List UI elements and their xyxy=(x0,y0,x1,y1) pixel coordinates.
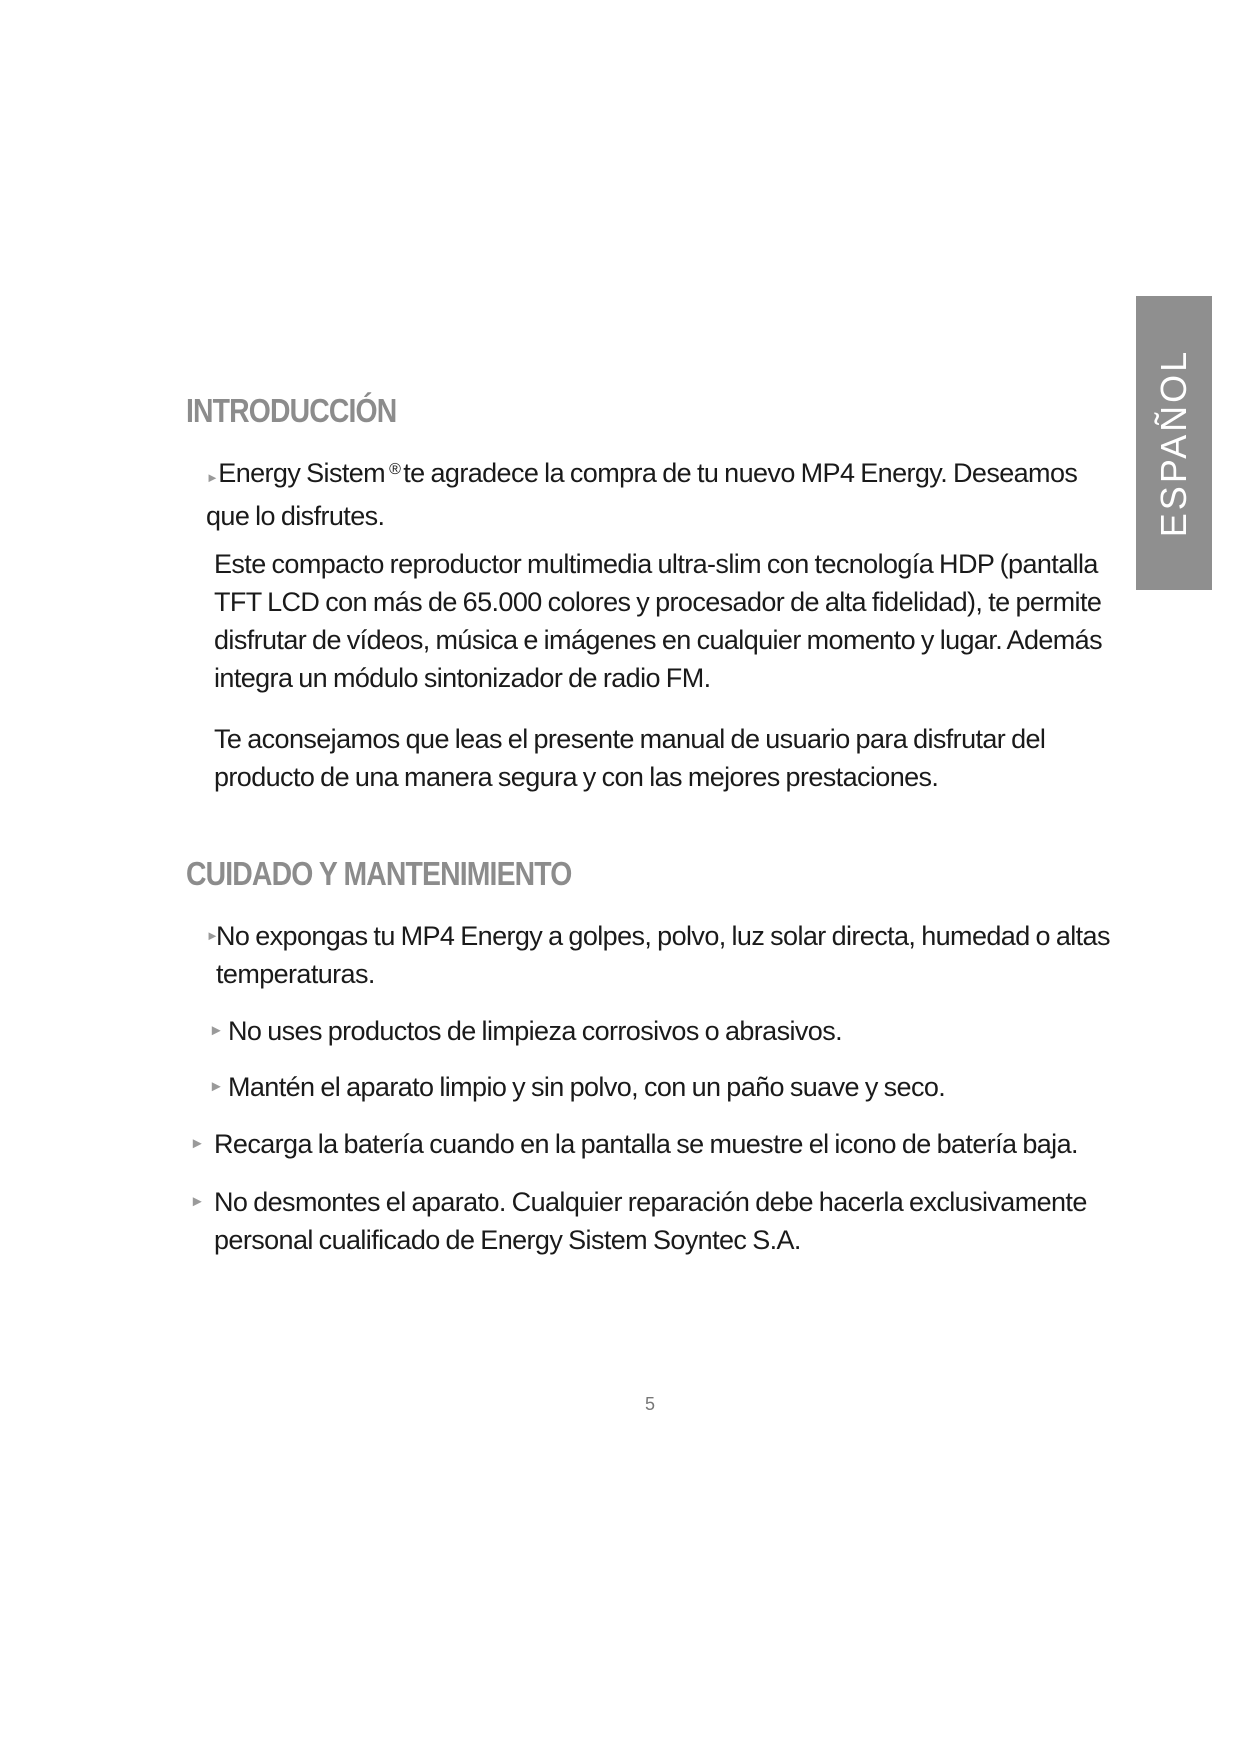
bullet-arrow-icon: ► xyxy=(208,1078,224,1095)
bullet-arrow-icon: ► xyxy=(189,1135,205,1152)
care-bullet: ► Mantén el aparato limpio y sin polvo, con un paño suave y seco. xyxy=(204,1068,1124,1106)
care-bullet: ► No expongas tu MP4 Energy a golpes, polvo, luz solar directa, humedad o altas temperaturas. xyxy=(206,917,1126,993)
bullet-arrow-icon: ► xyxy=(208,1022,224,1039)
bullet-arrow-icon: ► xyxy=(206,470,219,485)
care-bullet: ► No uses productos de limpieza corrosivos o abrasivos. xyxy=(204,1012,1124,1050)
registered-mark: ® xyxy=(389,461,401,478)
intro-paragraph-1: ►Energy Sistem ® te agradece la compra de tu nuevo MP4 Energy. Deseamos que lo disfrutes. xyxy=(206,458,1078,531)
language-tab xyxy=(1136,296,1212,590)
introduction-heading: INTRODUCCIÓN xyxy=(186,392,397,429)
page-number: 5 xyxy=(644,1394,655,1414)
bullet-arrow-icon: ► xyxy=(189,1193,205,1210)
intro-paragraph-3: Te aconsejamos que leas el presente manual de usuario para disfrutar del producto de una manera segura y con las mejores prestaciones. xyxy=(214,724,1046,792)
care-bullet: ► No desmontes el aparato. Cualquier reparación debe hacerla exclusivamente personal cualificado de Energy Sistem Soyntec S.A. xyxy=(180,1183,1130,1259)
bullet-arrow-icon: ► xyxy=(206,928,219,943)
care-maintenance-heading: CUIDADO Y MANTENIMIENTO xyxy=(186,855,572,892)
care-bullet: ► Recarga la batería cuando en la pantalla se muestre el icono de batería baja. xyxy=(180,1125,1130,1163)
intro-paragraph-2: Este compacto reproductor multimedia ultra-slim con tecnología HDP (pantalla TFT LCD con más de 65.000 colores y procesador de alta fidelidad), te permite disfrutar de vídeos, música e imágenes en cualquier momento y lugar. Además integra un módulo sintonizador de radio FM. xyxy=(214,549,1102,693)
language-tab-label: ESPAÑOL xyxy=(1153,348,1194,538)
